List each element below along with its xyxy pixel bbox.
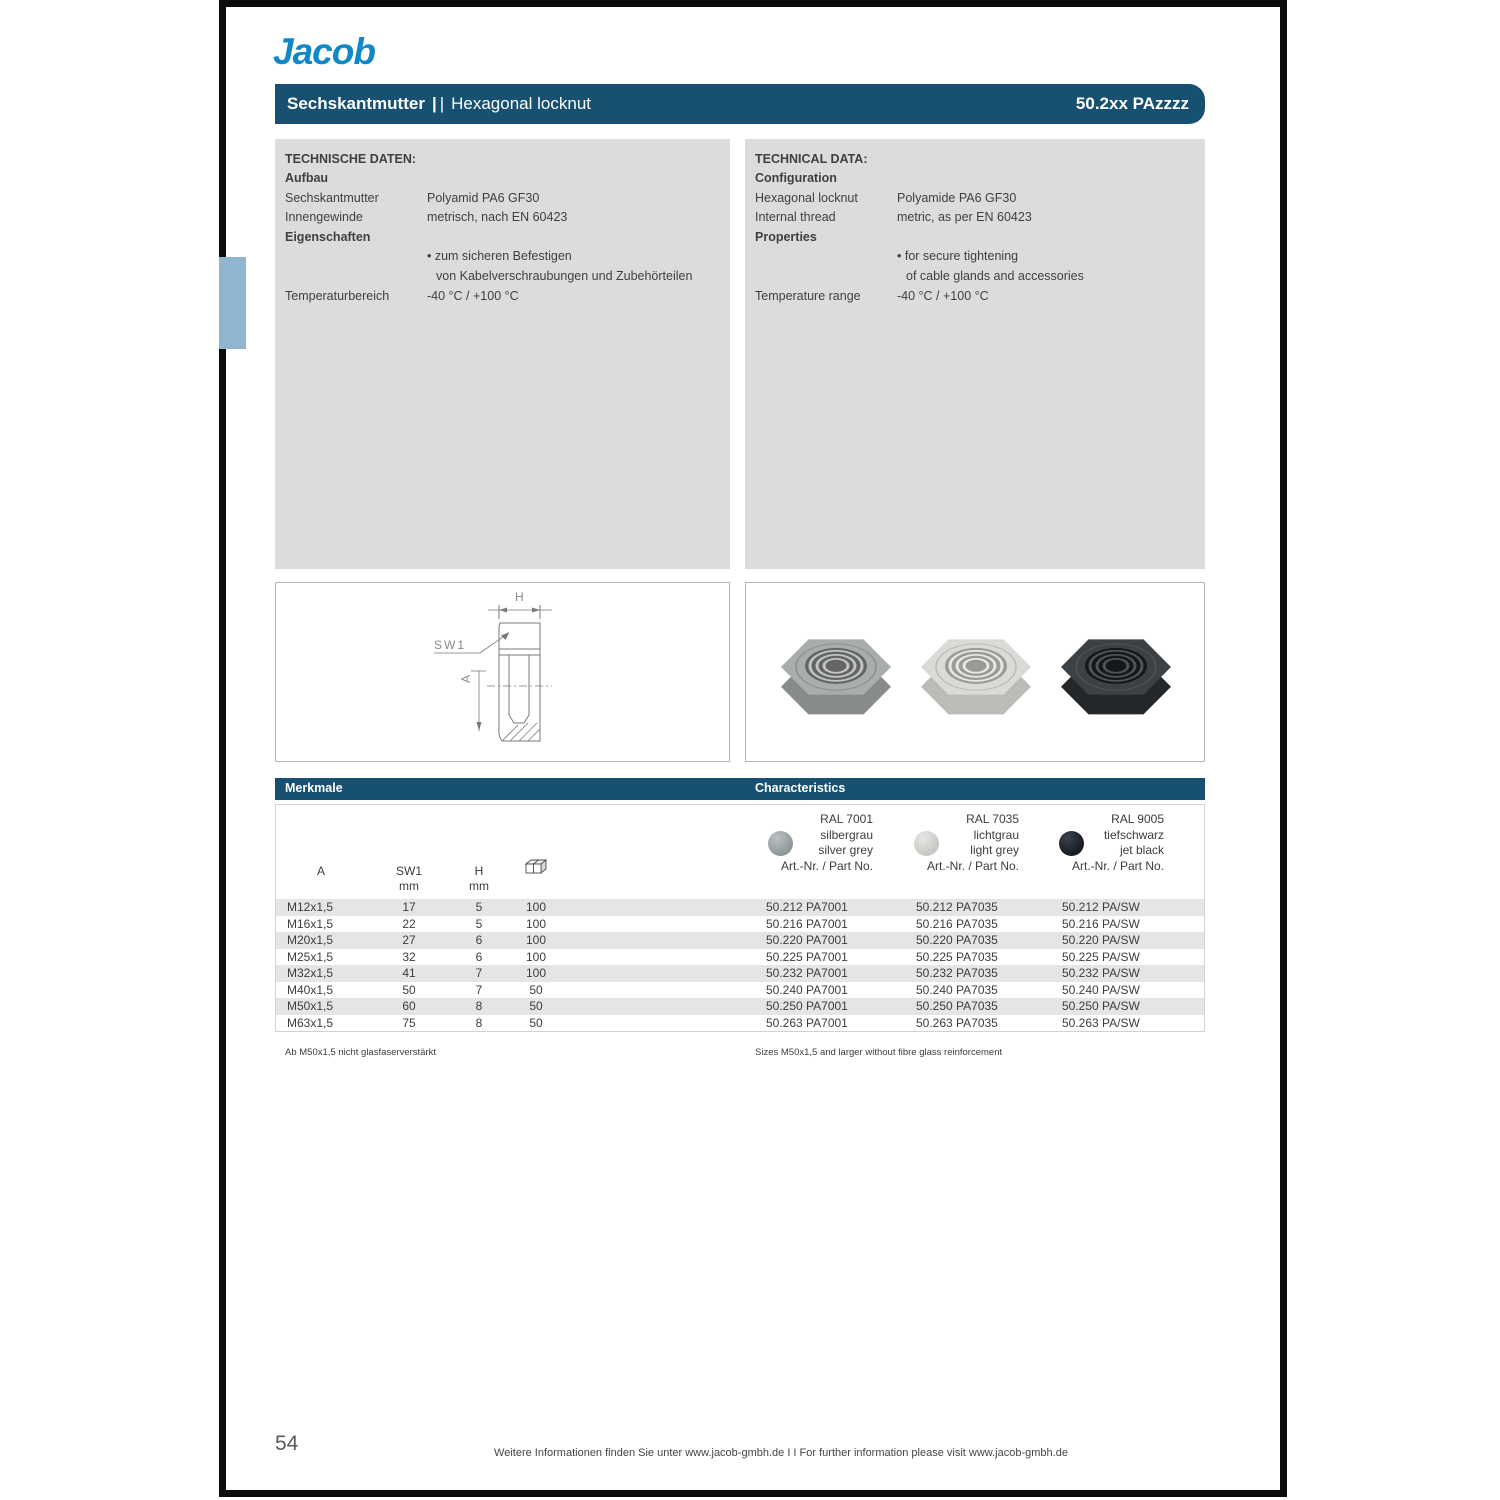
- color-name-en: jet black: [1119, 843, 1164, 857]
- packaging-icon: [506, 857, 566, 879]
- spec-label: [285, 247, 427, 267]
- part-code: 50.2xx PAzzzz: [1075, 94, 1189, 113]
- cell-sw1: 32: [402, 949, 416, 964]
- color-swatch-jet-black: [1059, 831, 1084, 856]
- cell-pack-qty: 100: [525, 916, 547, 931]
- spec-row: [755, 267, 1195, 287]
- cell-part-no-ral7001: 50.232 PA7001: [766, 966, 848, 980]
- table-row: [276, 932, 1204, 949]
- cell-thread-size: M16x1,5: [287, 916, 334, 931]
- spec-row: [285, 287, 720, 307]
- cell-part-no-ral9005: 50.225 PA/SW: [1062, 949, 1140, 964]
- spec-row: [755, 247, 1195, 267]
- cell-thread-size: M12x1,5: [287, 900, 334, 914]
- spec-label: [755, 247, 897, 267]
- column-header-h: H mm: [469, 864, 489, 893]
- spec-label: Internal thread: [755, 210, 836, 225]
- spec-row: [285, 267, 720, 287]
- cell-thread-size: M20x1,5: [287, 933, 334, 947]
- locknut-silver-grey: [781, 639, 891, 714]
- parts-table: [275, 804, 1205, 1032]
- cell-sw1: 17: [402, 900, 416, 914]
- cell-part-no-ral7035: 50.263 PA7035: [916, 1015, 998, 1030]
- table-row: [276, 1015, 1204, 1032]
- spec-heading-de: TECHNISCHE DATEN:: [285, 152, 417, 166]
- spec-row: [285, 228, 720, 248]
- spec-row: [755, 189, 1195, 209]
- cell-part-no-ral7035: 50.220 PA7035: [916, 933, 998, 947]
- dim-label-a: A: [459, 674, 473, 683]
- cell-part-no-ral7035: 50.232 PA7035: [916, 966, 998, 980]
- product-photo: [745, 582, 1205, 762]
- cell-part-no-ral9005: 50.263 PA/SW: [1062, 1015, 1140, 1030]
- spec-row: [755, 208, 1195, 228]
- cell-sw1: 60: [402, 999, 416, 1013]
- spec-value: metrisch, nach EN 60423: [427, 210, 568, 225]
- spec-row: [755, 169, 1195, 189]
- cell-sw1: 50: [402, 982, 416, 997]
- page-number: 54: [275, 1432, 299, 1455]
- technical-drawing: [275, 582, 730, 762]
- spec-heading-en: TECHNICAL DATA:: [755, 152, 868, 166]
- color-name-en: silver grey: [818, 843, 873, 857]
- section-side-tab: [219, 257, 246, 349]
- title-separator: |: [439, 94, 445, 113]
- cell-part-no-ral9005: 50.232 PA/SW: [1062, 966, 1140, 980]
- page-title-en: Hexagonal locknut: [451, 94, 591, 113]
- cell-thread-size: M40x1,5: [287, 982, 334, 997]
- spec-value: -40 °C / +100 °C: [427, 288, 519, 303]
- cell-sw1: 27: [402, 933, 416, 947]
- locknuts-image: [746, 583, 1204, 761]
- color-name-de: lichtgrau: [973, 827, 1019, 842]
- spec-label: Hexagonal locknut: [755, 190, 858, 205]
- cell-sw1: 22: [402, 916, 416, 931]
- characteristics-bar: [275, 778, 1205, 800]
- spec-rows-en: [755, 169, 1195, 306]
- spec-value: von Kabelverschraubungen und Zubehörteilen: [436, 268, 693, 283]
- color-swatch-light-grey: [914, 831, 939, 856]
- cell-h: 8: [475, 1015, 483, 1030]
- spec-row: [285, 169, 720, 189]
- cell-sw1: 75: [402, 1015, 416, 1030]
- cell-part-no-ral7001: 50.263 PA7001: [766, 1015, 848, 1030]
- color-name-de: silbergrau: [820, 827, 873, 842]
- cell-h: 5: [475, 900, 483, 914]
- cell-thread-size: M32x1,5: [287, 966, 334, 980]
- table-row: [276, 982, 1204, 999]
- cell-part-no-ral7001: 50.212 PA7001: [766, 900, 848, 914]
- spec-label: Innengewinde: [285, 210, 363, 225]
- table-header: [276, 805, 1204, 899]
- cell-thread-size: M50x1,5: [287, 999, 334, 1013]
- cell-pack-qty: 100: [525, 900, 547, 914]
- table-row: [276, 899, 1204, 916]
- section-title-de: Merkmale: [285, 781, 343, 795]
- table-row: [276, 965, 1204, 982]
- title-separator: |: [431, 94, 437, 113]
- column-header-sw1: SW1 mm: [395, 864, 422, 893]
- color-name-en: light grey: [970, 843, 1019, 857]
- cell-part-no-ral9005: 50.220 PA/SW: [1062, 933, 1140, 947]
- ral-code: RAL 7001: [820, 812, 873, 826]
- cell-sw1: 41: [402, 966, 416, 980]
- footnote-en: Sizes M50x1,5 and larger without fibre glass reinforcement: [755, 1047, 1003, 1058]
- spec-label: Eigenschaften: [285, 229, 371, 244]
- cell-pack-qty: 100: [525, 966, 547, 980]
- locknut-light-grey: [921, 639, 1031, 714]
- cell-part-no-ral7035: 50.225 PA7035: [916, 949, 998, 964]
- cell-part-no-ral7001: 50.216 PA7001: [766, 916, 848, 931]
- dim-label-h: H: [515, 590, 524, 604]
- cell-h: 7: [475, 982, 483, 997]
- spec-label: Temperaturbereich: [285, 288, 390, 303]
- spec-label: [285, 267, 427, 287]
- page-title-de: Sechskantmutter: [287, 94, 425, 113]
- part-no-label: Art.-Nr. / Part No.: [926, 858, 1019, 873]
- cell-h: 7: [475, 966, 483, 980]
- spec-value: -40 °C / +100 °C: [897, 288, 989, 303]
- dim-label-sw1: SW1: [434, 638, 467, 652]
- spec-row: [285, 189, 720, 209]
- cell-h: 6: [475, 949, 483, 964]
- cell-part-no-ral7035: 50.250 PA7035: [916, 999, 998, 1013]
- cell-part-no-ral7001: 50.220 PA7001: [766, 933, 848, 947]
- spec-label: Temperature range: [755, 288, 861, 303]
- technical-data-german: [275, 139, 730, 569]
- cell-part-no-ral9005: 50.212 PA/SW: [1062, 900, 1140, 914]
- section-title-en: Characteristics: [755, 781, 846, 795]
- footer-text: Weitere Informationen finden Sie unter www.jacob-gmbh.de I I For further information please visit www.jacob-gmbh.de: [494, 1447, 1068, 1459]
- cell-thread-size: M25x1,5: [287, 949, 334, 964]
- page-title-bar: [275, 84, 1205, 124]
- spec-label: Properties: [755, 229, 817, 244]
- color-name-de: tiefschwarz: [1103, 827, 1164, 842]
- spec-label: Aufbau: [285, 171, 329, 185]
- technical-data-english: [745, 139, 1205, 569]
- cell-part-no-ral7035: 50.212 PA7035: [916, 900, 998, 914]
- spec-value: Polyamide PA6 GF30: [897, 190, 1017, 205]
- spec-value: • for secure tightening: [897, 249, 1019, 264]
- ral-code: RAL 7035: [966, 812, 1019, 826]
- cell-pack-qty: 50: [529, 999, 543, 1013]
- spec-value: • zum sicheren Befestigen: [427, 249, 572, 264]
- spec-label: Sechskantmutter: [285, 190, 379, 205]
- color-column-ral9005: [987, 812, 1164, 874]
- table-row: [276, 916, 1204, 933]
- cell-part-no-ral9005: 50.250 PA/SW: [1062, 999, 1140, 1013]
- spec-value: Polyamid PA6 GF30: [427, 190, 540, 205]
- spec-value: of cable glands and accessories: [906, 268, 1084, 283]
- spec-value: metric, as per EN 60423: [897, 210, 1032, 225]
- table-body: [276, 899, 1204, 1031]
- locknut-jet-black: [1061, 639, 1171, 714]
- cell-thread-size: M63x1,5: [287, 1015, 334, 1030]
- spec-row: [285, 208, 720, 228]
- spec-label: Configuration: [755, 171, 837, 185]
- package-icon: [524, 857, 548, 875]
- spec-row: [285, 247, 720, 267]
- cell-pack-qty: 50: [529, 982, 543, 997]
- cell-pack-qty: 100: [525, 949, 547, 964]
- spec-rows-de: [285, 169, 720, 306]
- ral-code: RAL 9005: [1111, 812, 1164, 826]
- cell-part-no-ral9005: 50.216 PA/SW: [1062, 916, 1140, 931]
- cell-part-no-ral7001: 50.240 PA7001: [766, 982, 848, 997]
- cell-part-no-ral7035: 50.216 PA7035: [916, 916, 998, 931]
- color-swatch-silver-grey: [768, 831, 793, 856]
- cell-h: 8: [475, 999, 483, 1013]
- table-row: [276, 949, 1204, 966]
- spec-row: [755, 228, 1195, 248]
- cell-part-no-ral7035: 50.240 PA7035: [916, 982, 998, 997]
- cell-part-no-ral9005: 50.240 PA/SW: [1062, 982, 1140, 997]
- part-no-label: Art.-Nr. / Part No.: [780, 858, 873, 873]
- cell-pack-qty: 50: [529, 1015, 543, 1030]
- part-no-label: Art.-Nr. / Part No.: [1071, 858, 1164, 873]
- cell-pack-qty: 100: [525, 933, 547, 947]
- cell-part-no-ral7001: 50.250 PA7001: [766, 999, 848, 1013]
- jacob-logo: Jacob: [273, 31, 375, 72]
- cell-part-no-ral7001: 50.225 PA7001: [766, 949, 848, 964]
- footnote-de: Ab M50x1,5 nicht glasfaserverstärkt: [285, 1047, 437, 1058]
- cell-h: 6: [475, 933, 483, 947]
- datasheet-page: [219, 0, 1287, 1497]
- locknut-dimension-drawing: [276, 583, 729, 761]
- column-header-a: A: [316, 864, 325, 878]
- cell-h: 5: [475, 916, 483, 931]
- spec-label: [755, 267, 897, 287]
- spec-row: [755, 287, 1195, 307]
- table-row: [276, 998, 1204, 1015]
